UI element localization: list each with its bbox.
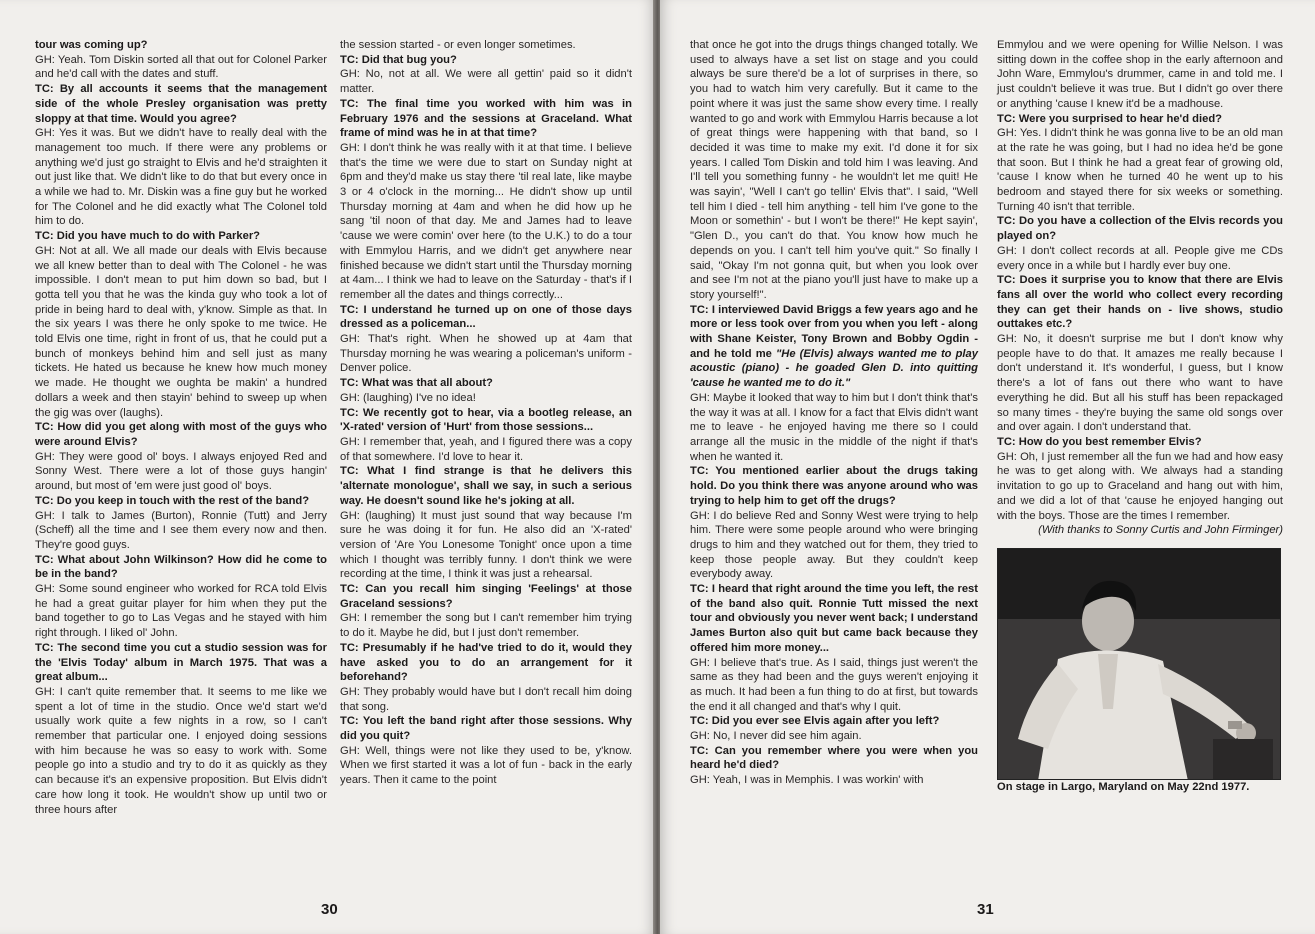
page-number-left: 30 xyxy=(321,901,338,918)
interview-answer xyxy=(35,53,327,82)
paragraph-text: the session started - or even longer sometimes. xyxy=(340,39,576,51)
paragraph-text: TC: Can you recall him singing 'Feelings' at those Graceland sessions? xyxy=(340,583,632,610)
page-number-right: 31 xyxy=(977,901,994,918)
paragraph-text: TC: How did you get along with most of the guys who were around Elvis? xyxy=(35,421,327,448)
paragraph-text: Emmylou and we were opening for Willie Nelson. I was sitting down in the coffee shop in the early afternoon and John Ware, Emmylou's drummer, came in and told me. I just couldn't believe it was true. But I didn't go over there or anything 'cause I knew it'd be a madhouse. xyxy=(997,39,1283,110)
paragraph-text: GH: I can't quite remember that. It seems to me like we spent a lot of time in the studio. Once we'd start we'd usually work quite a few nights in a row, so I can't remember that particular one. I enjoyed doing sessions with him because he was so easy to work with. Some people go into a studio and try to do it as quickly as they can because it's an expensive proposition. But Elvis didn't care how long it took. He wouldn't show up until two or three hours after xyxy=(35,685,327,816)
interview-answer xyxy=(35,685,327,817)
interview-question xyxy=(340,641,632,685)
interview-answer xyxy=(340,509,632,583)
interview-question xyxy=(35,641,327,685)
paragraph-text: GH: Oh, I just remember all the fun we had and how easy he was to get along with. We always had a standing invitation to go up to Graceland and hang out with him, and we did a lot of that 'cause he enjoyed hanging out with the boys. Those are the times I remember. xyxy=(997,450,1283,522)
interview-question xyxy=(340,97,632,141)
paragraph-text: GH: Maybe it looked that way to him but I don't think that's the way it was at all. I know for a fact that Elvis didn't want me to leave - he enjoyed having me there so I could arrange all the music in the middle of the night if that's when he wanted it. xyxy=(690,391,978,463)
interview-answer xyxy=(997,38,1283,112)
paragraph-text: GH: I remember that, yeah, and I figured there was a copy of that somewhere. I'd love to hear it. xyxy=(340,435,632,463)
paragraph-text: TC: The final time you worked with him was in February 1976 and the sessions at Graceland. What frame of mind was he in at that time? xyxy=(340,97,632,140)
interview-answer xyxy=(35,244,327,420)
paragraph-text: GH: Yeah, I was in Memphis. I was workin' with xyxy=(690,774,924,787)
interview-question xyxy=(997,435,1283,450)
paragraph-text: TC: Do you keep in touch with the rest of the band? xyxy=(35,494,310,507)
paragraph-text: TC: The second time you cut a studio session was for the 'Elvis Today' album in March 1975. That was a great album... xyxy=(35,641,327,684)
paragraph-text: GH: I believe that's true. As I said, things just weren't the same as they had been and the guys weren't enjoying it as much. It had been a fun thing to do at first, but towards the end it all changed and that's why I quit. xyxy=(690,656,978,713)
paragraph-text: that once he got into the drugs things changed totally. We used to always have a set list on stage and you could always be sure there'd be a lot of surprises in there, so you had to watch him very carefully. But it came to the point where it was just the same show every time. I really wanted to go and work with Emmylou Harris because a lot of great things were happening with that band, so I decided it was time to make my exit. I'd done it for six years. I called Tom Diskin and told him I was leaving. And I'll tell you something funny - he wouldn't let me quit! He was sayin', "Well I can't go tellin' Elvis that". I said, "Well tell him I died - tell him anything - tell him I've gone to the Moon or somethin' - but I won't be there!" He kept sayin', "Glen D., you can't do that. You know how much he depends on you. I can't tell him you've quit." So finally I said, "Okay I'm not gonna quit, but when you look over and see I'm not at the piano you'll just have to make up a story yourself!". xyxy=(690,39,978,301)
paragraph-text: TC: Did that bug you? xyxy=(340,53,457,66)
interview-answer xyxy=(997,450,1283,524)
interview-question xyxy=(340,582,632,611)
paragraph-text: GH: They probably would have but I don't recall him doing that song. xyxy=(340,685,632,713)
paragraph-text: TC: Do you have a collection of the Elvis records you played on? xyxy=(997,215,1283,243)
paragraph-text: TC: Presumably if he had've tried to do it, would they have asked you to do an arrangement for it beforehand? xyxy=(340,641,632,684)
paragraph-text: TC: I interviewed David Briggs a few years ago and he more or less took over from you when you left - along with Shane Keister, Tony Brown and Bobby Ogdin - and he told me xyxy=(690,303,978,360)
paragraph-text: GH: I don't collect records at all. People give me CDs every once in a while but I hardly ever buy one. xyxy=(997,244,1283,272)
paragraph-text: TC: You mentioned earlier about the drugs taking hold. Do you think there was anyone around who was trying to help him to get off the drugs? xyxy=(690,465,978,507)
paragraph-text: TC: I heard that right around the time you left, the rest of the band also quit. Ronnie Tutt missed the next tour and obviously you never went back; I understand James Burton also quit but came back because they offered him more money... xyxy=(690,583,978,654)
photo-caption: On stage in Largo, Maryland on May 22nd 1977. xyxy=(997,780,1250,793)
interview-question xyxy=(340,303,632,332)
paragraph-text: TC: What I find strange is that he delivers this 'alternate monologue', shall we say, in such a serious way. He doesn't sound like he's joking at all. xyxy=(340,465,632,507)
page-left xyxy=(0,0,655,934)
interview-question xyxy=(35,420,327,449)
paragraph-text: TC: Were you surprised to hear he'd died? xyxy=(997,112,1222,125)
paragraph-text: GH: Some sound engineer who worked for RCA told Elvis he had a great guitar player for him when they put the band together to go to Las Vegas and he stayed with him right through. I liked ol' John. xyxy=(35,583,327,640)
interview-answer xyxy=(340,38,632,53)
paragraph-text: GH: I don't think he was really with it at that time. I believe that's the time we were due to start on Sunday night at 6pm and they'd make us stay there 'til real late, like maybe 3 or 4 o'clock in the morning... He didn't show up until Thursday morning at 4am and when he did how up he sang 'til noon of that day. Me and James had to leave 'cause we were comin' over here (to the U.K.) to do a tour with Emmylou Harris, and we didn't get anywhere near finished because we didn't start until the Thursday morning at 4am... I think we had to leave on the Saturday - that's if I remember all the dates and things correctly... xyxy=(340,141,632,301)
interview-question xyxy=(340,53,632,68)
interview-question xyxy=(690,303,978,391)
paragraph-text: TC: I understand he turned up on one of those days dressed as a policeman... xyxy=(340,303,632,331)
paragraph-text: TC: You left the band right after those sessions. Why did you quit? xyxy=(340,715,632,743)
interview-answer xyxy=(690,656,978,715)
paragraph-text: GH: Well, things were not like they used to be, y'know. When we first started it was a lot of fun - back in the early years. Then it came to the point xyxy=(340,744,632,787)
right-column-2 xyxy=(997,38,1283,794)
paragraph-text: TC: Did you have much to do with Parker? xyxy=(35,230,261,243)
page-right xyxy=(660,0,1315,934)
interview-answer xyxy=(340,141,632,303)
paragraph-text: GH: No, I never did see him again. xyxy=(690,730,862,743)
paragraph-text: GH: (laughing) It must just sound that way because I'm sure he was doing it for fun. He also did an 'X-rated' version of 'Are You Lonesome Tonight' once upon a time which I thought was terribly funny. I don't think we were recording at the time, I think it was just a rehearsal. xyxy=(340,509,632,581)
interview-answer xyxy=(997,126,1283,214)
interview-question xyxy=(35,82,327,126)
interview-question xyxy=(340,376,632,391)
interview-answer xyxy=(340,332,632,376)
interview-answer xyxy=(690,509,978,583)
paragraph-text: GH: I do believe Red and Sonny West were trying to help him. There were some people around who were bringing drugs to him and they watched out for them, they tried to keep those people away. But they couldn't keep everybody away. xyxy=(690,509,978,581)
interview-answer xyxy=(340,611,632,640)
interview-answer xyxy=(340,744,632,788)
paragraph-text: tour was coming up? xyxy=(35,39,148,51)
interview-answer xyxy=(690,391,978,465)
paragraph-text: GH: (laughing) I've no idea! xyxy=(340,391,476,404)
quote-emphasis: "He (Elvis) always wanted me to play acoustic (piano) - he goaded Glen D. into quitting 'cause he wanted me to do it." xyxy=(690,347,978,390)
paragraph-text: GH: Not at all. We all made our deals with Elvis because we all knew better than to deal with The Colonel - he was impossible. I don't mean to put him down so bad, but I gotta tell you that he was the kinda guy who took a lot of pride in being hard to deal with, y'know. Simple as that. In the six years I was there he only spoke to me twice. He told Elvis one time, right in front of us, that he could put a bunch of monkeys behind him and sell just as many tickets. He hated us because he knew how much money we made. He thought we oughta be makin' a hundred dollars a week and then stayin' behind to sweep up when the gig was over (laughs). xyxy=(35,244,327,419)
interview-question xyxy=(997,273,1283,332)
paragraph-text: GH: No, not at all. We were all gettin' paid so it didn't matter. xyxy=(340,68,632,96)
interview-question xyxy=(690,714,978,729)
interview-question xyxy=(35,553,327,582)
paragraph-text: GH: Yeah. Tom Diskin sorted all that out for Colonel Parker and he'd call with the dates and stuff. xyxy=(35,53,327,81)
paragraph-text: TC: We recently got to hear, via a bootleg release, an 'X-rated' version of 'Hurt' from those sessions... xyxy=(340,406,632,434)
paragraph-text: TC: Can you remember where you were when you heard he'd died? xyxy=(690,744,978,772)
interview-question xyxy=(690,744,978,773)
paragraph-text: TC: What about John Wilkinson? How did he come to be in the band? xyxy=(35,553,327,581)
interview-answer xyxy=(340,67,632,96)
interview-question xyxy=(340,406,632,435)
paragraph-text: TC: Does it surprise you to know that there are Elvis fans all over the world who collect every recording they can get their hands on - live shows, studio outtakes etc.? xyxy=(997,274,1283,331)
interview-answer xyxy=(340,685,632,714)
interview-question xyxy=(690,582,978,656)
interview-answer xyxy=(35,509,327,553)
paragraph-text: TC: By all accounts it seems that the management side of the whole Presley organisation was pretty sloppy at that time. Would you agree? xyxy=(35,83,327,125)
interview-question xyxy=(690,464,978,508)
paragraph-text: GH: Yes. I didn't think he was gonna live to be an old man at the rate he was going, but I had no idea he'd be gone that soon. But I think he had a great fear of growing old, 'cause I know when he turned 40 he went up to his bedroom and stayed there for six weeks or something. Turning 40 isn't that terrible. xyxy=(997,127,1283,213)
interview-answer xyxy=(997,332,1283,435)
paragraph-text: GH: No, it doesn't surprise me but I don't know why people have to do that. It amazes me really because I don't understand it. It's wonderful, I guess, but I know there's a lot of fans out there who want to have everything he did. But all his stuff has been repackaged so many times - they're buying the same old songs over and over again. I don't understand that. xyxy=(997,333,1283,434)
interview-answer xyxy=(690,38,978,303)
paragraph-text: TC: How do you best remember Elvis? xyxy=(997,435,1202,448)
interview-question xyxy=(340,714,632,743)
interview-question xyxy=(35,38,327,53)
paragraph-text: TC: Did you ever see Elvis again after you left? xyxy=(690,715,940,728)
interview-answer xyxy=(690,773,978,788)
paragraph-text: TC: What was that all about? xyxy=(340,377,493,390)
left-column-1 xyxy=(35,38,327,817)
thanks-credit: (With thanks to Sonny Curtis and John Firminger) xyxy=(1038,524,1283,537)
interview-answer xyxy=(340,435,632,464)
interview-answer xyxy=(690,729,978,744)
paragraph-text: GH: They were good ol' boys. I always enjoyed Red and Sonny West. There were a lot of those guys hangin' around, but most of 'em were just good ol' boys. xyxy=(35,450,327,493)
interview-answer xyxy=(340,391,632,406)
interview-question xyxy=(340,464,632,508)
right-column-2-text xyxy=(997,38,1283,523)
paragraph-text: GH: I talk to James (Burton), Ronnie (Tutt) and Jerry (Scheff) all the time and I see them every now and then. They're good guys. xyxy=(35,509,327,551)
interview-question xyxy=(997,214,1283,243)
interview-answer xyxy=(35,450,327,494)
elvis-stage-photo xyxy=(997,548,1281,780)
interview-answer xyxy=(997,244,1283,273)
paragraph-text: GH: That's right. When he showed up at 4am that Thursday morning he was wearing a policeman's uniform - Denver police. xyxy=(340,333,632,375)
interview-question xyxy=(997,112,1283,127)
interview-answer xyxy=(35,582,327,641)
photo-image xyxy=(998,549,1281,780)
paragraph-text: GH: Yes it was. But we didn't have to really deal with the management too much. If there were any problems or anything we'd just go straight to Elvis and he'd straighten it out just like that. We didn't like to do that but every once in a while we had to. Mr. Diskin was a fine guy but he worked for The Colonel and he did exactly what The Colonel told him to do. xyxy=(35,127,327,228)
left-column-2 xyxy=(340,38,632,788)
right-column-1 xyxy=(690,38,978,788)
interview-question xyxy=(35,229,327,244)
paragraph-text: GH: I remember the song but I can't remember him trying to do it. Maybe he did, but I just don't remember. xyxy=(340,612,632,640)
interview-answer xyxy=(35,126,327,229)
interview-question xyxy=(35,494,327,509)
